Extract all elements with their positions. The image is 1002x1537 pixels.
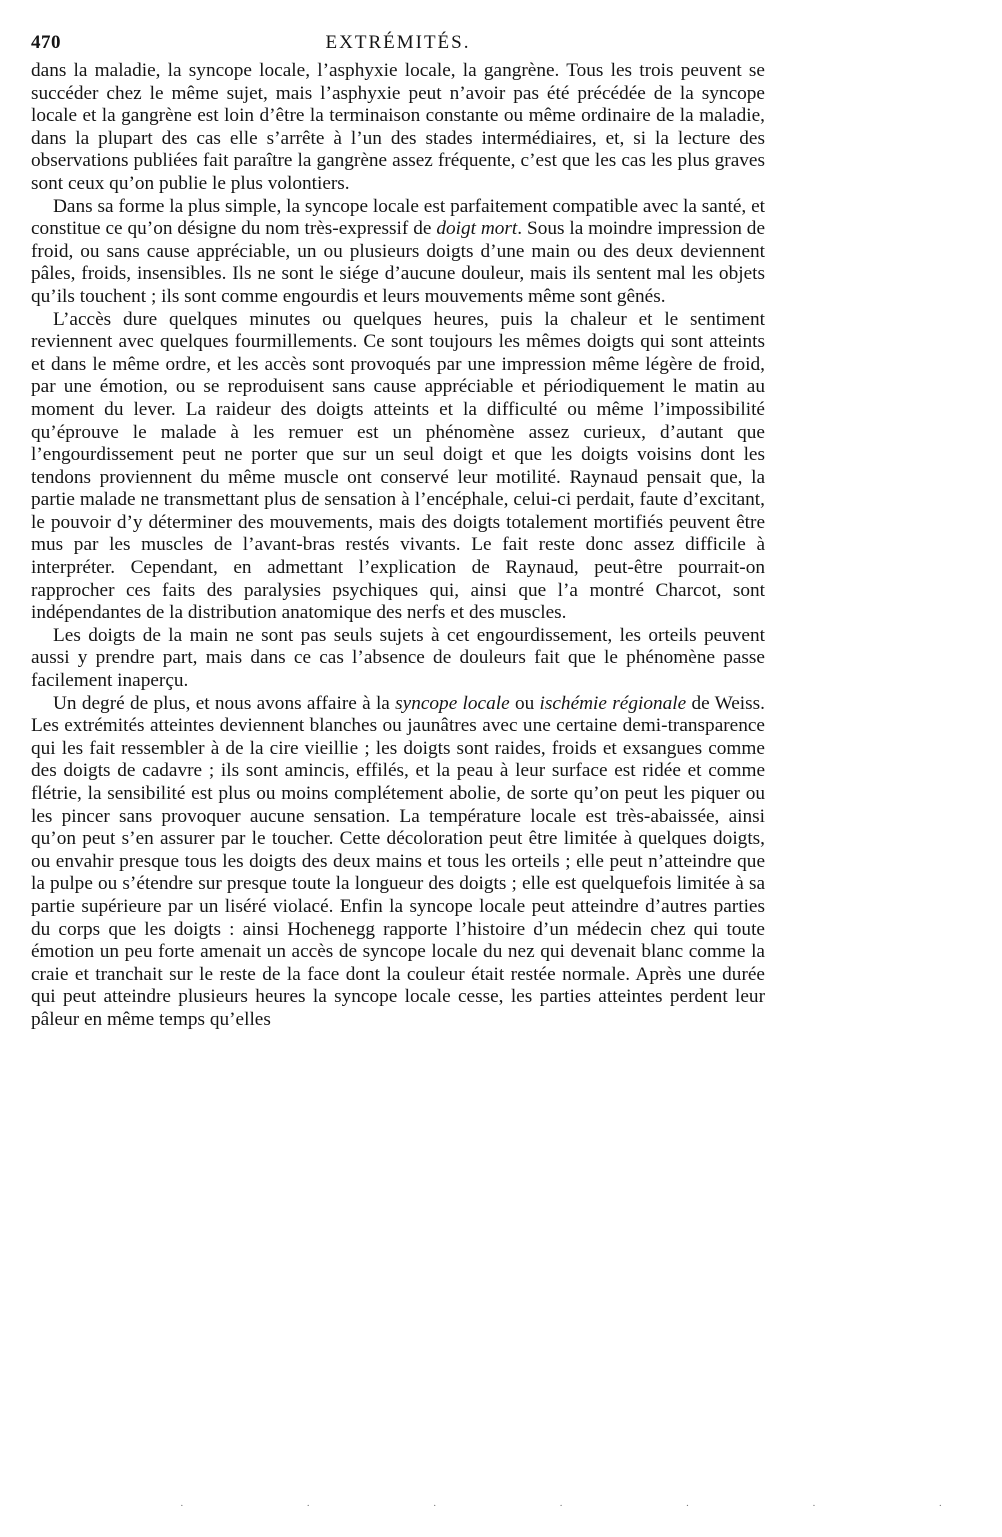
term-doigt-mort: doigt mort <box>436 218 518 240</box>
paragraph-3-text: L’accès dure quelques minutes ou quelques heures, puis la chaleur et le sentiment reviennent avec quelques fourmillements. Ce sont toujours les mêmes doigts qui sont atteints et dans le même ordre, et les accès sont provoqués par une impression même légère de froid, par une émotion, ou se reproduisent sans cause appréciable et périodiquement le matin au moment du lever. La raideur des doigts atteints et la difficulté ou même l’impossibilité qu’éprouve le malade à les remuer est un phénomène assez curieux, d’autant que l’engourdissement peut ne porter que sur un seul doigt et que les doigts voisins dont les tendons proviennent du même muscle ont conservé leur motilité. Raynaud pensait que, la partie malade ne transmettant plus de sensation à l’encéphale, celui-ci perdait, faute d’excitant, le pouvoir d’y déterminer des mouvements, mais des doigts totalement mortifiés peuvent être mus par les muscles de l’avant-bras restés vivants. Le fait reste donc assez difficile à interpréter. Cependant, en admettant l’explication de Raynaud, peut-être pourrait-on rapprocher ces faits des paralysies psychiques qui, ainsi que l’a montré Charcot, sont indépendantes de la distribution anatomique des nerfs et des muscles. <box>31 308 765 624</box>
book-page <box>31 28 765 1032</box>
paragraph-5-text-a: Un degré de plus, et nous avons affaire à la <box>53 692 396 714</box>
paragraph-2-text-a: Dans sa forme la plus simple, la syncope locale est parfaitement compatible avec la santé, et constitue ce qu’on désigne du nom très-expressif de <box>31 195 765 240</box>
paragraph-4-text: Les doigts de la main ne sont pas seuls sujets à cet engourdissement, les orteils peuvent aussi y prendre part, mais dans ce cas l’absence de douleurs fait que le phénomène passe facilement inaperçu. <box>31 624 765 692</box>
paragraph-5-text-b: ou <box>509 692 540 714</box>
paragraph-1-text: dans la maladie, la syncope locale, l’asphyxie locale, la gangrène. Tous les trois peuvent se succéder chez le même sujet, mais l’asphyxie peut n’avoir pas été précédée de la syncope locale et la gangrène est loin d’être la terminaison constante ou même ordinaire de la maladie, dans la plupart des cas elle s’arrête à l’un des stades intermédiaires, et, si la lecture des observations publiées fait paraître la gangrène assez fréquente, c’est que les cas les plus graves sont ceux qu’on publie le plus volontiers. <box>31 60 765 194</box>
scan-noise-marks: · · · · · · · <box>180 1500 1002 1512</box>
running-title: EXTRÉMITÉS. <box>325 32 471 53</box>
paragraph-3 <box>31 309 765 625</box>
term-ischemie-regionale: ischémie régionale <box>539 692 687 714</box>
term-syncope-locale: syncope locale <box>395 692 510 714</box>
paragraph-5 <box>31 693 765 1032</box>
paragraph-5-text-c: de Weiss. Les extrémités atteintes deviennent blanches ou jaunâtres avec une certaine demi-transparence qui les fait ressembler à de la cire vieillie ; les doigts sont raides, froids et exsangues comme des doigts de cadavre ; ils sont amincis, effilés, et la peau à leur surface est ridée et comme flétrie, la sensibilité est plus ou moins complétement abolie, de sorte qu’on peut les piquer ou les pincer sans provoquer aucune sensation. La température locale est très-abaissée, ainsi qu’on peut s’en assurer par le toucher. Cette décoloration peut être limitée à quelques doigts, ou envahir presque tous les doigts des deux mains et tous les orteils ; elle peut n’atteindre que la pulpe ou s’étendre sur presque toute la longueur des doigts ; elle est quelquefois limitée à sa partie supérieure par un liséré violacé. Enfin la syncope locale peut atteindre d’autres parties du corps que les doigts : ainsi Hochenegg rapporte l’histoire d’un médecin chez qui toute émotion un peu forte amenait un accès de syncope locale du nez qui devenait blanc comme la craie et tranchait sur le reste de la face dont la couleur était restée normale. Après une durée qui peut atteindre plusieurs heures la syncope locale cesse, les parties atteintes perdent leur pâleur en même temps qu’elles <box>31 692 765 1030</box>
running-head <box>31 28 765 58</box>
body-text <box>31 60 765 1032</box>
paragraph-2-text-b: . Sous la moindre impression de froid, ou sans cause appréciable, un ou plusieurs doigts d’une main ou des deux deviennent pâles, froids, insensibles. Ils ne sont le siége d’aucune douleur, mais ils sentent mal les objets qu’ils touchent ; ils sont comme engourdis et leurs mouvements même sont gênés. <box>31 218 766 307</box>
paragraph-2 <box>31 196 765 309</box>
paragraph-1 <box>31 60 765 196</box>
paragraph-4 <box>31 625 765 693</box>
page-number: 470 <box>31 32 61 53</box>
